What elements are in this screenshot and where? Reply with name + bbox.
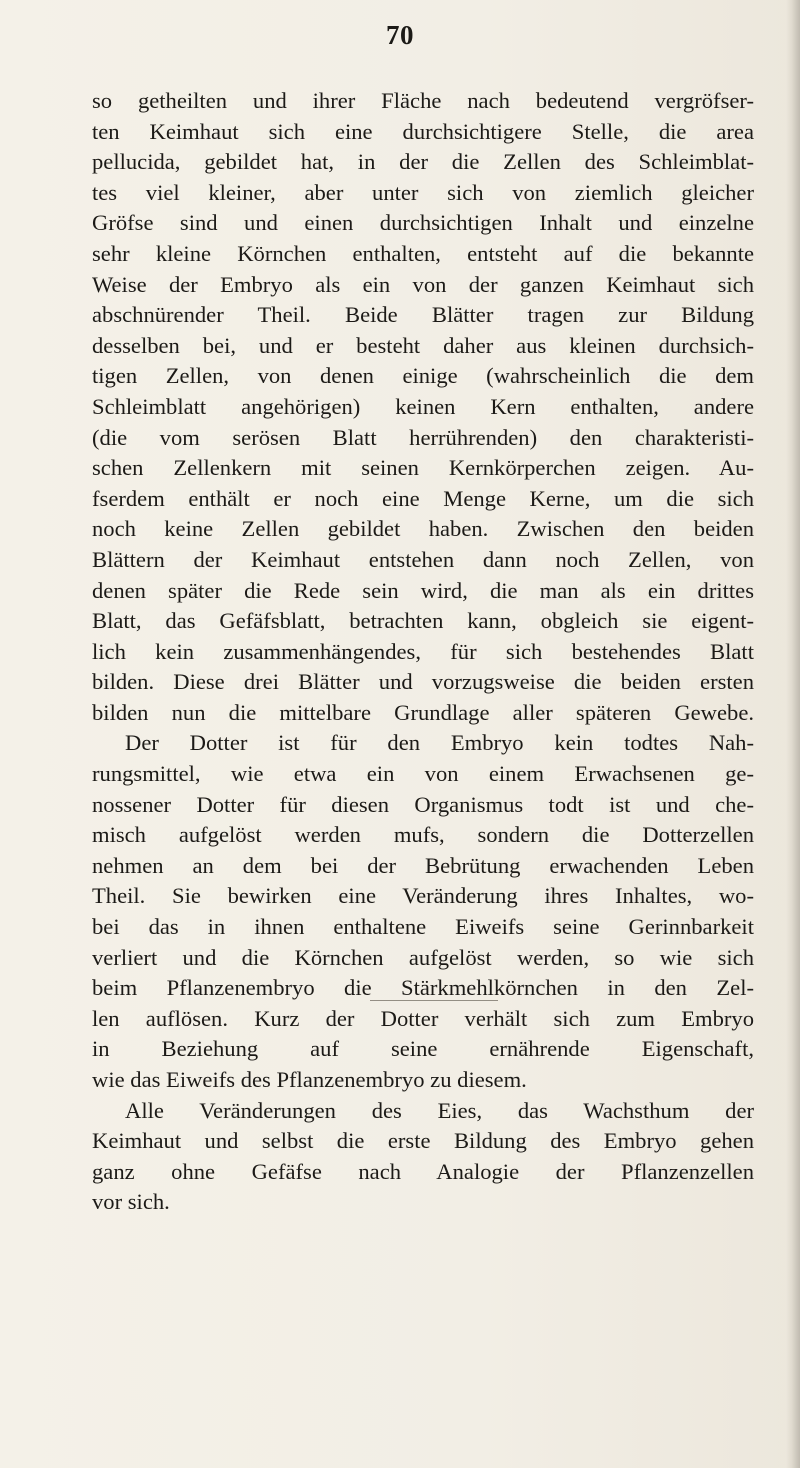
text-line: so getheilten und ihrer Fläche nach bedeutend vergröfser- — [92, 88, 754, 113]
text-line: misch aufgelöst werden mufs, sondern die Dotterzellen — [92, 822, 754, 848]
page-number: 70 — [386, 20, 414, 50]
text-line: wie das Eiweifs des Pflanzenembryo zu diesem. — [92, 1067, 527, 1092]
text-line: bei das in ihnen enthaltene Eiweifs seine Gerinnbarkeit — [92, 914, 754, 940]
text-line: in Beziehung auf seine ernährende Eigenschaft, — [92, 1036, 754, 1062]
text-line: tes viel kleiner, aber unter sich von ziemlich gleicher — [92, 179, 754, 205]
page-edge-shadow — [786, 0, 800, 1468]
text-line: nossener Dotter für diesen Organismus todt ist und che- — [92, 791, 754, 817]
section-end-rule — [370, 1000, 498, 1001]
text-line: (die vom serösen Blatt herrührenden) den charakteristi- — [92, 424, 754, 450]
text-line: Blatt, das Gefäfsblatt, betrachten kann, obgleich sie eigent- — [92, 608, 754, 634]
text-line: noch keine Zellen gebildet haben. Zwischen den beiden — [92, 516, 754, 542]
text-line: tigen Zellen, von denen einige (wahrscheinlich die dem — [92, 363, 754, 389]
text-line: nehmen an dem bei der Bebrütung erwachenden Leben — [92, 852, 754, 878]
text-line: Schleimblatt angehörigen) keinen Kern enthalten, andere — [92, 393, 754, 419]
text-line: rungsmittel, wie etwa ein von einem Erwachsenen ge- — [92, 761, 754, 787]
text-line: Theil. Sie bewirken eine Veränderung ihres Inhaltes, wo- — [92, 883, 754, 909]
text-line: fserdem enthält er noch eine Menge Kerne, um die sich — [92, 485, 754, 511]
text-line: Blättern der Keimhaut entstehen dann noch Zellen, von — [92, 546, 754, 572]
text-line: pellucida, gebildet hat, in der die Zellen des Schleimblat- — [92, 149, 754, 175]
text-line: verliert und die Körnchen aufgelöst werden, so wie sich — [92, 944, 754, 970]
text-line: denen später die Rede sein wird, die man als ein drittes — [92, 577, 754, 603]
text-line: Der Dotter ist für den Embryo kein todtes Nah- — [125, 730, 754, 756]
text-line: beim Pflanzenembryo die Stärkmehlkörnchen in den Zel- — [92, 975, 754, 1001]
text-line: abschnürender Theil. Beide Blätter tragen zur Bildung — [92, 302, 754, 328]
text-line: Gröfse sind und einen durchsichtigen Inhalt und einzelne — [92, 210, 754, 236]
text-line: ten Keimhaut sich eine durchsichtigere Stelle, die area — [92, 118, 754, 144]
text-line: schen Zellenkern mit seinen Kernkörperchen zeigen. Au- — [92, 455, 754, 481]
text-line: len auflösen. Kurz der Dotter verhält sich zum Embryo — [92, 1005, 754, 1031]
text-line: bilden. Diese drei Blätter und vorzugsweise die beiden ersten — [92, 669, 754, 695]
text-line: desselben bei, und er besteht daher aus kleinen durchsich- — [92, 332, 754, 358]
text-line: sehr kleine Körnchen enthalten, entsteht auf die bekannte — [92, 240, 754, 266]
text-line: vor sich. — [92, 1189, 170, 1215]
text-line: Keimhaut und selbst die erste Bildung des Embryo gehen — [92, 1128, 754, 1154]
body-text — [92, 86, 754, 1218]
text-line: Weise der Embryo als ein von der ganzen Keimhaut sich — [92, 271, 754, 297]
text-line: ganz ohne Gefäfse nach Analogie der Pflanzenzellen — [92, 1158, 754, 1184]
text-line: bilden nun die mittelbare Grundlage aller späteren Gewebe. — [92, 699, 754, 725]
text-line: Alle Veränderungen des Eies, das Wachsthum der — [125, 1097, 754, 1123]
text-line: lich kein zusammenhängendes, für sich bestehendes Blatt — [92, 638, 754, 664]
